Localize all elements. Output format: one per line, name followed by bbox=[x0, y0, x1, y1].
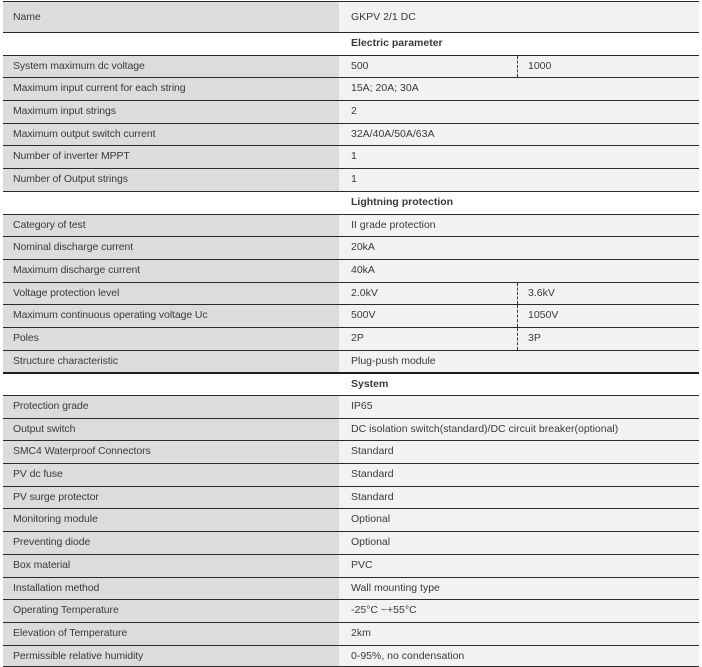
parameter-value-cell bbox=[339, 215, 699, 237]
table-row bbox=[3, 236, 699, 259]
parameter-label: Number of inverter MPPT bbox=[3, 146, 339, 168]
table-row bbox=[3, 599, 699, 622]
table-row bbox=[3, 531, 699, 554]
value: 2 bbox=[351, 105, 357, 118]
parameter-value-cell bbox=[339, 305, 699, 327]
parameter-value-cell bbox=[339, 600, 699, 622]
parameter-label: Voltage protection level bbox=[3, 283, 339, 305]
parameter-label: Preventing diode bbox=[3, 532, 339, 554]
table-row bbox=[3, 145, 699, 168]
table-row bbox=[3, 282, 699, 305]
parameter-value-cell bbox=[339, 169, 699, 191]
section-spacer bbox=[3, 33, 339, 55]
value-primary: 500 bbox=[339, 56, 518, 78]
parameter-label: Category of test bbox=[3, 215, 339, 237]
parameter-value-cell bbox=[339, 464, 699, 486]
parameter-value-cell bbox=[339, 328, 699, 350]
value-secondary: 1050V bbox=[528, 309, 559, 322]
section-title: Lightning protection bbox=[351, 195, 454, 208]
parameter-value-cell bbox=[339, 124, 699, 146]
parameter-value-cell bbox=[339, 646, 699, 667]
parameter-label: Maximum output switch current bbox=[3, 124, 339, 146]
parameter-label: Maximum input strings bbox=[3, 101, 339, 123]
table-row bbox=[3, 123, 699, 146]
parameter-value-cell bbox=[339, 56, 699, 78]
parameter-label: Installation method bbox=[3, 578, 339, 600]
spec-rows bbox=[3, 32, 699, 667]
parameter-label: Poles bbox=[3, 328, 339, 350]
parameter-value-cell bbox=[339, 578, 699, 600]
section-header-row bbox=[3, 191, 699, 214]
parameter-value-cell bbox=[339, 146, 699, 168]
table-row bbox=[3, 463, 699, 486]
table-row bbox=[3, 327, 699, 350]
table-row bbox=[3, 304, 699, 327]
parameter-label: Permissible relative humidity bbox=[3, 646, 339, 667]
name-value-cell bbox=[339, 2, 699, 32]
parameter-label: Box material bbox=[3, 555, 339, 577]
parameter-value-cell bbox=[339, 237, 699, 259]
parameter-label: Protection grade bbox=[3, 396, 339, 418]
table-row bbox=[3, 418, 699, 441]
parameter-value-cell bbox=[339, 78, 699, 100]
value: -25°C ~+55°C bbox=[351, 604, 417, 617]
table-row bbox=[3, 168, 699, 191]
table-row bbox=[3, 577, 699, 600]
value: 15A; 20A; 30A bbox=[351, 82, 419, 95]
value: 40kA bbox=[351, 263, 375, 276]
section-title-cell bbox=[339, 33, 699, 55]
table-row bbox=[3, 100, 699, 123]
table-row bbox=[3, 55, 699, 78]
parameter-label: System maximum dc voltage bbox=[3, 56, 339, 78]
value: Optional bbox=[351, 536, 391, 549]
value: 20kA bbox=[351, 241, 375, 254]
name-label: Name bbox=[3, 2, 339, 32]
parameter-value-cell bbox=[339, 441, 699, 463]
value-secondary: 3P bbox=[528, 331, 541, 344]
value: Standard bbox=[351, 445, 394, 458]
table-row-name bbox=[3, 1, 699, 32]
parameter-label: SMC4 Waterproof Connectors bbox=[3, 441, 339, 463]
value: Standard bbox=[351, 468, 394, 481]
parameter-value-cell bbox=[339, 260, 699, 282]
name-value: GKPV 2/1 DC bbox=[351, 11, 416, 23]
value: Optional bbox=[351, 513, 391, 526]
table-row bbox=[3, 214, 699, 237]
parameter-value-cell bbox=[339, 283, 699, 305]
value: II grade protection bbox=[351, 218, 436, 231]
parameter-value-cell bbox=[339, 487, 699, 509]
parameter-value-cell bbox=[339, 419, 699, 441]
value: 1 bbox=[351, 173, 357, 186]
parameter-value-cell bbox=[339, 555, 699, 577]
table-row bbox=[3, 395, 699, 418]
table-row bbox=[3, 440, 699, 463]
table-row bbox=[3, 350, 699, 373]
section-title: Electric parameter bbox=[351, 37, 443, 49]
section-header-row bbox=[3, 372, 699, 395]
parameter-label: PV surge protector bbox=[3, 487, 339, 509]
value-secondary: 3.6kV bbox=[528, 286, 555, 299]
parameter-label: Maximum discharge current bbox=[3, 260, 339, 282]
parameter-value-cell bbox=[339, 623, 699, 645]
table-row bbox=[3, 554, 699, 577]
parameter-label: Maximum continuous operating voltage Uc bbox=[3, 305, 339, 327]
value: 0-95%, no condensation bbox=[351, 649, 465, 662]
parameter-label: Monitoring module bbox=[3, 509, 339, 531]
value: 1 bbox=[351, 150, 357, 163]
table-row bbox=[3, 259, 699, 282]
table-row bbox=[3, 486, 699, 509]
spec-table bbox=[3, 1, 699, 667]
parameter-label: Structure characteristic bbox=[3, 351, 339, 373]
parameter-value-cell bbox=[339, 396, 699, 418]
value: Wall mounting type bbox=[351, 581, 440, 594]
section-header-row bbox=[3, 32, 699, 55]
parameter-label: Nominal discharge current bbox=[3, 237, 339, 259]
value: IP65 bbox=[351, 400, 373, 412]
section-title-cell bbox=[339, 374, 699, 395]
table-row bbox=[3, 77, 699, 100]
parameter-label: Number of Output strings bbox=[3, 169, 339, 191]
section-spacer bbox=[3, 192, 339, 214]
value: Plug-push module bbox=[351, 354, 436, 367]
parameter-label: PV dc fuse bbox=[3, 464, 339, 486]
section-title: System bbox=[351, 378, 389, 391]
value: 32A/40A/50A/63A bbox=[351, 127, 435, 140]
parameter-label: Maximum input current for each string bbox=[3, 78, 339, 100]
parameter-value-cell bbox=[339, 351, 699, 373]
parameter-label: Output switch bbox=[3, 419, 339, 441]
value: 2km bbox=[351, 626, 371, 639]
parameter-value-cell bbox=[339, 101, 699, 123]
table-row bbox=[3, 508, 699, 531]
value: PVC bbox=[351, 558, 373, 571]
value-primary: 2.0kV bbox=[339, 283, 518, 305]
parameter-value-cell bbox=[339, 532, 699, 554]
parameter-label: Elevation of Temperature bbox=[3, 623, 339, 645]
value-primary: 2P bbox=[339, 328, 518, 350]
value: Standard bbox=[351, 490, 394, 503]
value-secondary: 1000 bbox=[528, 59, 552, 72]
parameter-label: Operating Temperature bbox=[3, 600, 339, 622]
table-row bbox=[3, 645, 699, 667]
value: DC isolation switch(standard)/DC circuit breaker(optional) bbox=[351, 422, 619, 435]
parameter-value-cell bbox=[339, 509, 699, 531]
table-row bbox=[3, 622, 699, 645]
section-spacer bbox=[3, 374, 339, 395]
section-title-cell bbox=[339, 192, 699, 214]
value-primary: 500V bbox=[339, 305, 518, 327]
